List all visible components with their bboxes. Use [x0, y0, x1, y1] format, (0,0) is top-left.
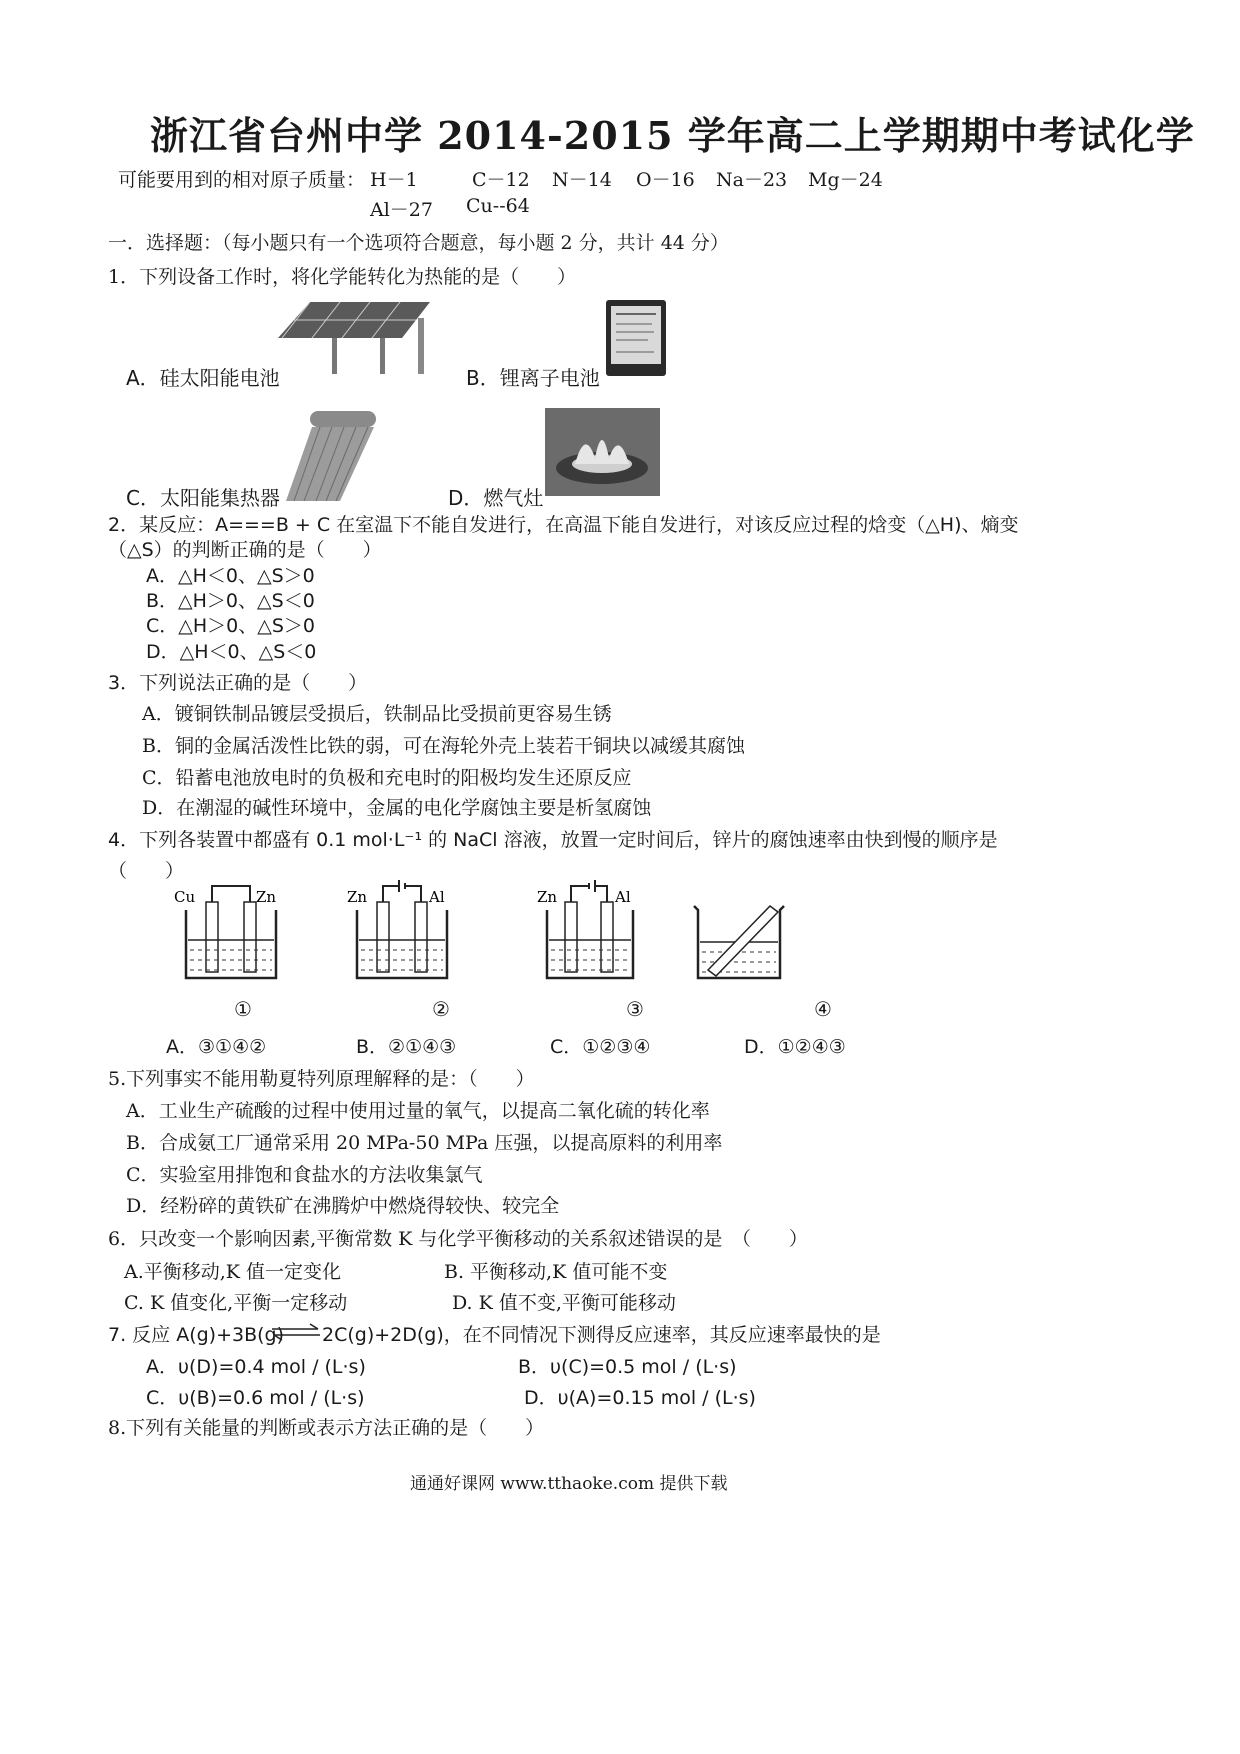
atomic-mass-na: Na－23	[716, 169, 788, 191]
q4-option-c: C．①②③④	[550, 1036, 651, 1058]
apparatus-2-zn-label: Zn	[347, 888, 368, 906]
apparatus-3	[535, 880, 655, 985]
q7-option-d: D．υ(A)=0.15 mol / (L·s)	[524, 1387, 756, 1409]
q5-option-b: B．合成氨工厂通常采用 20 MPa-50 MPa 压强，以提高原料的利用率	[126, 1132, 723, 1154]
q5-option-c: C．实验室用排饱和食盐水的方法收集氯气	[126, 1164, 483, 1186]
lithium-battery-image	[604, 298, 668, 378]
q3-option-c: C．铅蓄电池放电时的负极和充电时的阳极均发生还原反应	[142, 767, 632, 789]
gas-stove-image	[545, 408, 660, 496]
q4-stem-line1: 4．下列各装置中都盛有 0.1 mol·L⁻¹ 的 NaCl 溶液，放置一定时间后，锌片的腐蚀速率由快到慢的顺序是	[108, 829, 998, 851]
q1-option-b: B．锂离子电池	[466, 366, 600, 390]
q2-option-d: D．△H＜0、△S＜0	[146, 641, 317, 663]
apparatus-3-al-label: Al	[615, 888, 631, 906]
figure-label-1: ①	[234, 997, 252, 1021]
q5-stem: 5.下列事实不能用勒夏特列原理解释的是：（ ）	[108, 1068, 535, 1090]
q1-option-a: A．硅太阳能电池	[126, 366, 280, 390]
apparatus-1-zn-label: Zn	[256, 888, 277, 906]
q2-option-c: C．△H＞0、△S＞0	[146, 615, 316, 637]
q2-stem-line2: （△S）的判断正确的是（ ）	[108, 539, 382, 561]
q2-stem-line1: 2．某反应：A===B + C 在室温下不能自发进行，在高温下能自发进行，对该反应过程的焓变（△H)、熵变	[108, 514, 1019, 536]
q1-option-c: C．太阳能集热器	[126, 486, 280, 510]
apparatus-1	[172, 880, 292, 985]
q1-stem: 1．下列设备工作时，将化学能转化为热能的是（ ）	[108, 266, 577, 288]
atomic-mass-label: 可能要用到的相对原子质量：	[118, 169, 366, 191]
q3-option-a: A．镀铜铁制品镀层受损后，铁制品比受损前更容易生锈	[142, 703, 612, 725]
q6-option-b: B. 平衡移动,K 值可能不变	[444, 1261, 668, 1283]
atomic-mass-o: O－16	[636, 169, 695, 191]
page-title: 浙江省台州中学 2014-2015 学年高二上学期期中考试化学	[150, 113, 1195, 158]
q7-option-c: C．υ(B)=0.6 mol / (L·s)	[146, 1387, 365, 1409]
q4-stem-line2: （ ）	[108, 860, 185, 882]
q4-option-a: A．③①④②	[166, 1036, 267, 1058]
equilibrium-arrow-icon	[270, 1322, 322, 1342]
atomic-mass-al: Al－27	[370, 199, 433, 221]
atomic-mass-mg: Mg－24	[808, 169, 883, 191]
apparatus-4	[688, 900, 788, 985]
q1-option-d: D．燃气灶	[448, 486, 544, 510]
q7-option-a: A．υ(D)=0.4 mol / (L·s)	[146, 1356, 366, 1378]
q6-option-d: D. K 值不变,平衡可能移动	[452, 1292, 676, 1314]
q5-option-d: D．经粉碎的黄铁矿在沸腾炉中燃烧得较快、较完全	[126, 1195, 560, 1217]
atomic-mass-cu: Cu--64	[466, 195, 530, 217]
q6-stem: 6．只改变一个影响因素,平衡常数 K 与化学平衡移动的关系叙述错误的是 （ ）	[108, 1228, 808, 1250]
q2-option-a: A．△H＜0、△S＞0	[146, 565, 315, 587]
apparatus-3-zn-label: Zn	[537, 888, 558, 906]
q5-option-a: A．工业生产硫酸的过程中使用过量的氧气，以提高二氧化硫的转化率	[126, 1100, 710, 1122]
q8-stem: 8.下列有关能量的判断或表示方法正确的是（ ）	[108, 1417, 545, 1439]
section-heading: 一．选择题：（每小题只有一个选项符合题意，每小题 2 分，共计 44 分）	[108, 232, 729, 254]
apparatus-2-al-label: Al	[429, 888, 445, 906]
figure-label-2: ②	[432, 997, 450, 1021]
atomic-mass-n: N－14	[552, 169, 612, 191]
solar-panel-image	[270, 298, 440, 380]
apparatus-2	[345, 880, 465, 985]
figure-label-3: ③	[626, 997, 644, 1021]
q4-option-b: B．②①④③	[356, 1036, 457, 1058]
q3-option-b: B．铜的金属活泼性比铁的弱，可在海轮外壳上装若干铜块以减缓其腐蚀	[142, 735, 745, 757]
q4-option-d: D．①②④③	[744, 1036, 846, 1058]
q7-stem-left: 7. 反应 A(g)+3B(g)	[108, 1324, 285, 1346]
q6-option-c: C. K 值变化,平衡一定移动	[124, 1292, 348, 1314]
q3-stem: 3．下列说法正确的是（ ）	[108, 672, 368, 694]
atomic-mass-h: H－1	[370, 169, 418, 191]
apparatus-1-cu-label: Cu	[174, 888, 196, 906]
atomic-mass-c: C－12	[472, 169, 530, 191]
solar-heater-image	[280, 405, 380, 505]
q3-option-d: D．在潮湿的碱性环境中，金属的电化学腐蚀主要是析氢腐蚀	[142, 797, 652, 819]
q2-option-b: B．△H＞0、△S＜0	[146, 590, 315, 612]
q7-option-b: B．υ(C)=0.5 mol / (L·s)	[518, 1356, 737, 1378]
figure-label-4: ④	[814, 997, 832, 1021]
q7-stem-right: 2C(g)+2D(g)，在不同情况下测得反应速率，其反应速率最快的是	[322, 1324, 881, 1346]
footer-text: 通通好课网 www.tthaoke.com 提供下载	[410, 1474, 728, 1494]
q6-option-a: A.平衡移动,K 值一定变化	[124, 1261, 342, 1283]
